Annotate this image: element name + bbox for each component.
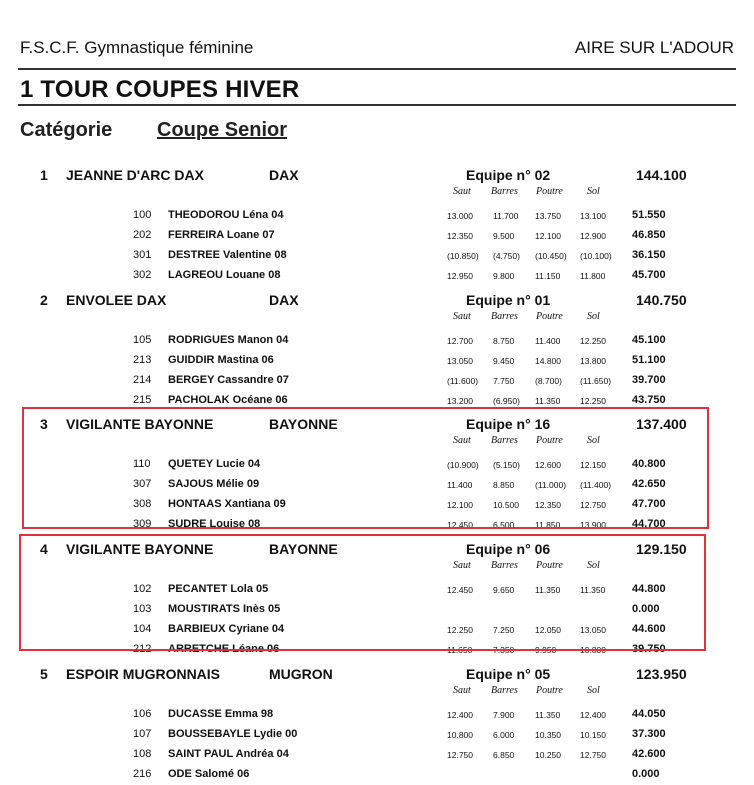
gymnast-rows (0, 206, 754, 286)
gymnast-total: 46.850 (632, 229, 666, 241)
gymnast-score: 14.800 (535, 356, 561, 366)
team-club: ENVOLEE DAX (66, 292, 167, 308)
team-club: JEANNE D'ARC DAX (66, 167, 204, 183)
team-total: 137.400 (636, 416, 687, 432)
gymnast-score: (10.100) (580, 251, 612, 261)
category-label: Catégorie (20, 119, 113, 141)
team-rank: 3 (40, 416, 48, 432)
apparatus-header: Saut (453, 311, 471, 322)
gymnast-total: 42.600 (632, 748, 666, 760)
team-equipe: Equipe n° 01 (466, 292, 551, 308)
team-city: DAX (269, 167, 299, 183)
gymnast-score: 6.000 (493, 730, 515, 740)
gymnast-total: 45.700 (632, 269, 666, 281)
gymnast-row (0, 725, 754, 745)
title-rule (18, 104, 736, 106)
team-rank: 4 (40, 541, 48, 557)
team-city: MUGRON (269, 666, 333, 682)
gymnast-score: 12.400 (580, 710, 606, 720)
gymnast-total: 47.700 (632, 498, 666, 510)
team-city: DAX (269, 292, 299, 308)
gymnast-score: 12.050 (535, 625, 561, 635)
gymnast-total: 0.000 (632, 603, 660, 615)
gymnast-total: 44.800 (632, 583, 666, 595)
gymnast-score: 6.850 (493, 750, 515, 760)
gymnast-row (0, 331, 754, 351)
gymnast-score: 8.850 (493, 480, 515, 490)
gymnast-score: 12.750 (580, 750, 606, 760)
team-city: BAYONNE (269, 416, 338, 432)
gymnast-score: 11.400 (535, 336, 561, 346)
gymnast-number: 110 (133, 458, 151, 470)
gymnast-score: (4.750) (493, 251, 520, 261)
gymnast-score: 12.100 (447, 500, 473, 510)
apparatus-header: Sol (587, 560, 600, 571)
gymnast-number: 102 (133, 583, 152, 595)
gymnast-score: (6.950) (493, 396, 520, 406)
gymnast-number: 108 (133, 748, 152, 760)
gymnast-score: 12.950 (447, 271, 473, 281)
gymnast-score: 13.050 (580, 625, 606, 635)
apparatus-header: Poutre (536, 560, 563, 571)
gymnast-score: 12.250 (580, 396, 606, 406)
page-title: 1 TOUR COUPES HIVER (20, 76, 300, 103)
apparatus-header: Barres (491, 435, 518, 446)
gymnast-total: 36.150 (632, 249, 666, 261)
gymnast-score: 7.350 (493, 645, 515, 655)
gymnast-number: 302 (133, 269, 152, 281)
gymnast-score: 10.250 (535, 750, 561, 760)
apparatus-header: Barres (491, 311, 518, 322)
gymnast-score: 12.250 (580, 336, 606, 346)
gymnast-score: 12.150 (580, 460, 606, 470)
gymnast-name: LAGREOU Louane 08 (168, 269, 281, 281)
apparatus-header: Saut (453, 435, 471, 446)
gymnast-row (0, 246, 754, 266)
gymnast-score: (11.600) (447, 376, 479, 386)
gymnast-number: 103 (133, 603, 152, 615)
team-equipe: Equipe n° 05 (466, 666, 551, 682)
gymnast-name: PECANTET Lola 05 (168, 583, 269, 595)
gymnast-total: 45.100 (632, 334, 666, 346)
apparatus-header: Sol (587, 435, 600, 446)
gymnast-number: 212 (133, 643, 152, 655)
gymnast-total: 51.550 (632, 209, 666, 221)
gymnast-total: 44.050 (632, 708, 666, 720)
header-rule (18, 68, 736, 70)
gymnast-total: 39.750 (632, 643, 666, 655)
gymnast-number: 309 (133, 518, 152, 530)
gymnast-number: 214 (133, 374, 152, 386)
gymnast-score: 12.900 (580, 231, 606, 241)
gymnast-score: (11.650) (580, 376, 612, 386)
gymnast-score: 11.350 (535, 710, 561, 720)
gymnast-score: 12.400 (447, 710, 473, 720)
team-equipe: Equipe n° 02 (466, 167, 551, 183)
gymnast-score: 12.600 (535, 460, 561, 470)
gymnast-row (0, 371, 754, 391)
header-location: AIRE SUR L'ADOUR (574, 38, 734, 57)
gymnast-total: 42.650 (632, 478, 666, 490)
team-total: 144.100 (636, 167, 687, 183)
gymnast-score: 11.350 (535, 396, 561, 406)
gymnast-number: 100 (133, 209, 152, 221)
gymnast-name: GUIDDIR Mastina 06 (168, 354, 274, 366)
gymnast-score: 10.500 (493, 500, 519, 510)
gymnast-score: 11.700 (493, 211, 519, 221)
gymnast-score: 9.800 (493, 271, 515, 281)
gymnast-name: THEODOROU Léna 04 (168, 209, 284, 221)
gymnast-row (0, 745, 754, 765)
gymnast-score: 13.100 (580, 211, 606, 221)
gymnast-score: 9.950 (535, 645, 557, 655)
gymnast-number: 308 (133, 498, 152, 510)
gymnast-row (0, 206, 754, 226)
gymnast-number: 213 (133, 354, 152, 366)
gymnast-score: 8.750 (493, 336, 515, 346)
gymnast-total: 0.000 (632, 768, 660, 780)
apparatus-header: Barres (491, 186, 518, 197)
apparatus-header: Barres (491, 685, 518, 696)
header-federation: F.S.C.F. Gymnastique féminine (20, 38, 254, 57)
gymnast-total: 44.700 (632, 518, 666, 530)
gymnast-number: 106 (133, 708, 152, 720)
gymnast-score: (10.850) (447, 251, 479, 261)
gymnast-name: ODE Salomé 06 (168, 768, 250, 780)
team-equipe: Equipe n° 16 (466, 416, 551, 432)
gymnast-name: BARBIEUX Cyriane 04 (168, 623, 285, 635)
gymnast-score: 12.750 (447, 750, 473, 760)
gymnast-name: ARRETCHE Léane 06 (168, 643, 280, 655)
gymnast-name: DESTREE Valentine 08 (168, 249, 287, 261)
gymnast-total: 43.750 (632, 394, 666, 406)
gymnast-score: 12.350 (535, 500, 561, 510)
gymnast-score: 11.850 (535, 520, 561, 530)
gymnast-name: RODRIGUES Manon 04 (168, 334, 289, 346)
apparatus-header: Saut (453, 685, 471, 696)
gymnast-score: 12.450 (447, 520, 473, 530)
gymnast-number: 107 (133, 728, 152, 740)
gymnast-name: FERREIRA Loane 07 (168, 229, 275, 241)
apparatus-header: Sol (587, 311, 600, 322)
gymnast-score: 11.350 (535, 585, 561, 595)
gymnast-score: (5.150) (493, 460, 520, 470)
gymnast-score: 11.400 (447, 480, 473, 490)
gymnast-score: 9.450 (493, 356, 515, 366)
gymnast-name: SUDRE Louise 08 (168, 518, 261, 530)
team-rank: 5 (40, 666, 48, 682)
gymnast-score: 10.800 (580, 645, 606, 655)
gymnast-name: PACHOLAK Océane 06 (168, 394, 288, 406)
apparatus-header: Sol (587, 685, 600, 696)
apparatus-header: Sol (587, 186, 600, 197)
apparatus-header: Poutre (536, 685, 563, 696)
gymnast-name: MOUSTIRATS Inès 05 (168, 603, 281, 615)
team-rank: 2 (40, 292, 48, 308)
gymnast-score: 12.750 (580, 500, 606, 510)
gymnast-number: 202 (133, 229, 152, 241)
team-club: VIGILANTE BAYONNE (66, 416, 214, 432)
apparatus-header: Poutre (536, 311, 563, 322)
team-total: 129.150 (636, 541, 687, 557)
gymnast-score: 9.500 (493, 231, 515, 241)
gymnast-score: 12.700 (447, 336, 473, 346)
gymnast-name: SAINT PAUL Andréa 04 (168, 748, 289, 760)
gymnast-name: SAJOUS Mélie 09 (168, 478, 260, 490)
gymnast-score: 6.500 (493, 520, 515, 530)
gymnast-score: (11.400) (580, 480, 612, 490)
gymnast-score: 11.350 (580, 585, 606, 595)
gymnast-rows (0, 331, 754, 411)
gymnast-score: (8.700) (535, 376, 562, 386)
gymnast-row (0, 266, 754, 286)
gymnast-number: 216 (133, 768, 152, 780)
gymnast-total: 37.300 (632, 728, 666, 740)
gymnast-number: 105 (133, 334, 152, 346)
gymnast-total: 40.800 (632, 458, 666, 470)
team-total: 123.950 (636, 666, 687, 682)
gymnast-score: 11.800 (580, 271, 606, 281)
apparatus-header: Saut (453, 560, 471, 571)
gymnast-score: 11.150 (535, 271, 561, 281)
gymnast-name: BOUSSEBAYLE Lydie 00 (168, 728, 298, 740)
gymnast-score: (11.000) (535, 480, 567, 490)
gymnast-number: 307 (133, 478, 152, 490)
apparatus-header: Barres (491, 560, 518, 571)
highlight-box-team-4 (19, 534, 706, 651)
team-club: VIGILANTE BAYONNE (66, 541, 214, 557)
apparatus-header: Saut (453, 186, 471, 197)
gymnast-score: 12.450 (447, 585, 473, 595)
gymnast-score: 10.150 (580, 730, 606, 740)
gymnast-number: 215 (133, 394, 152, 406)
gymnast-score: 12.250 (447, 625, 473, 635)
gymnast-score: 13.200 (447, 396, 473, 406)
apparatus-header: Poutre (536, 186, 563, 197)
gymnast-score: 12.350 (447, 231, 473, 241)
team-rank: 1 (40, 167, 48, 183)
gymnast-score: 13.900 (580, 520, 606, 530)
gymnast-score: 13.800 (580, 356, 606, 366)
team-equipe: Equipe n° 06 (466, 541, 551, 557)
gymnast-row (0, 351, 754, 371)
gymnast-name: BERGEY Cassandre 07 (168, 374, 289, 386)
gymnast-score: 10.350 (535, 730, 561, 740)
gymnast-rows (0, 705, 754, 785)
gymnast-number: 301 (133, 249, 152, 261)
highlight-box-team-3 (22, 407, 709, 529)
gymnast-score: 10.800 (447, 730, 473, 740)
gymnast-score: (10.900) (447, 460, 479, 470)
gymnast-name: HONTAAS Xantiana 09 (168, 498, 286, 510)
apparatus-header: Poutre (536, 435, 563, 446)
gymnast-score: 7.900 (493, 710, 515, 720)
gymnast-total: 39.700 (632, 374, 666, 386)
gymnast-score: (10.450) (535, 251, 567, 261)
gymnast-score: 13.000 (447, 211, 473, 221)
gymnast-score: 7.750 (493, 376, 515, 386)
gymnast-total: 51.100 (632, 354, 666, 366)
gymnast-score: 13.750 (535, 211, 561, 221)
gymnast-name: QUETEY Lucie 04 (168, 458, 261, 470)
gymnast-row (0, 765, 754, 785)
category-value: Coupe Senior (157, 119, 288, 141)
team-club: ESPOIR MUGRONNAIS (66, 666, 221, 682)
gymnast-total: 44.600 (632, 623, 666, 635)
team-total: 140.750 (636, 292, 687, 308)
gymnast-row (0, 705, 754, 725)
gymnast-score: 9.650 (493, 585, 515, 595)
gymnast-row (0, 226, 754, 246)
gymnast-score: 11.650 (447, 645, 473, 655)
gymnast-score: 7.250 (493, 625, 515, 635)
team-city: BAYONNE (269, 541, 338, 557)
gymnast-name: DUCASSE Emma 98 (168, 708, 274, 720)
gymnast-number: 104 (133, 623, 152, 635)
gymnast-score: 13.050 (447, 356, 473, 366)
gymnast-score: 12.100 (535, 231, 561, 241)
